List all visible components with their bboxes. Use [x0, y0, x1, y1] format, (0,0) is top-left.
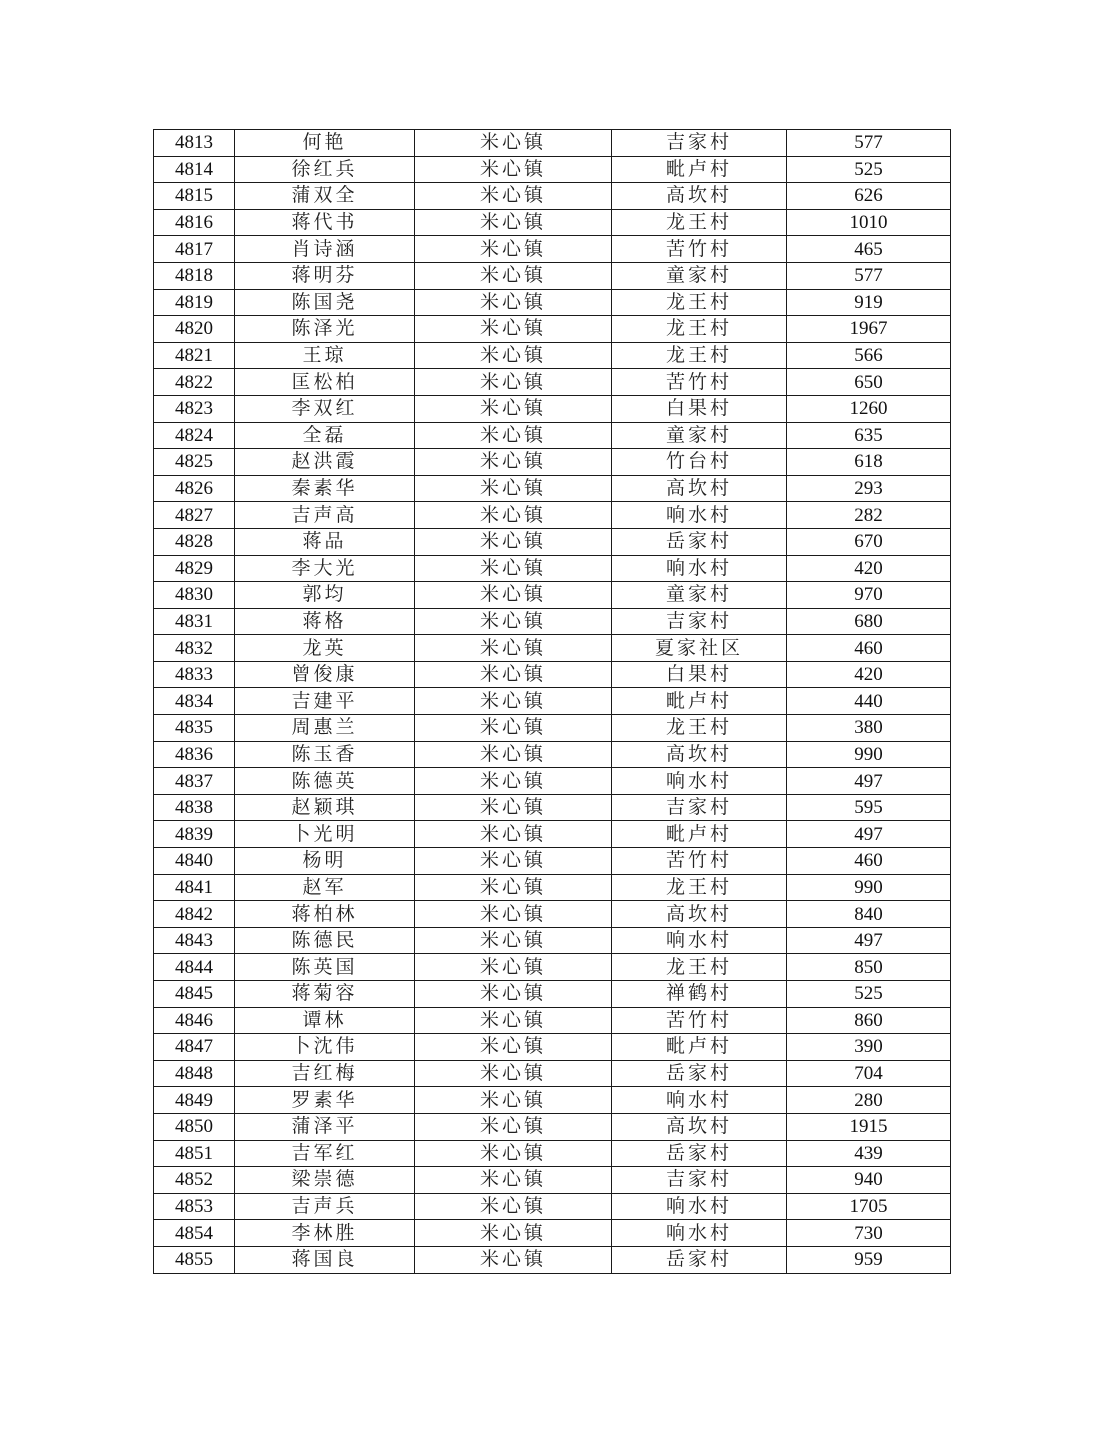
village-cell: 龙王村 [612, 954, 787, 981]
town-cell: 米心镇 [415, 1007, 612, 1034]
row-number-cell: 4831 [154, 608, 235, 635]
row-number-cell: 4837 [154, 768, 235, 795]
table-row [154, 1034, 951, 1061]
table-row [154, 183, 951, 210]
table-row [154, 608, 951, 635]
town-cell: 米心镇 [415, 1140, 612, 1167]
town-cell: 米心镇 [415, 927, 612, 954]
name-cell: 蒋国良 [235, 1246, 415, 1273]
village-cell: 毗卢村 [612, 156, 787, 183]
village-cell: 童家村 [612, 262, 787, 289]
table-row [154, 794, 951, 821]
table-row [154, 848, 951, 875]
town-cell: 米心镇 [415, 236, 612, 263]
village-cell: 夏家社区 [612, 635, 787, 662]
town-cell: 米心镇 [415, 1034, 612, 1061]
village-cell: 高坎村 [612, 741, 787, 768]
town-cell: 米心镇 [415, 688, 612, 715]
table-row [154, 369, 951, 396]
row-number-cell: 4815 [154, 183, 235, 210]
amount-cell: 465 [787, 236, 951, 263]
table-row [154, 661, 951, 688]
name-cell: 全磊 [235, 422, 415, 449]
town-cell: 米心镇 [415, 475, 612, 502]
village-cell: 苦竹村 [612, 848, 787, 875]
name-cell: 匡松柏 [235, 369, 415, 396]
name-cell: 李林胜 [235, 1220, 415, 1247]
amount-cell: 566 [787, 342, 951, 369]
amount-cell: 1010 [787, 209, 951, 236]
village-cell: 龙王村 [612, 342, 787, 369]
town-cell: 米心镇 [415, 635, 612, 662]
table-row [154, 1087, 951, 1114]
name-cell: 陈国尧 [235, 289, 415, 316]
amount-cell: 460 [787, 635, 951, 662]
table-row [154, 901, 951, 928]
village-cell: 竹台村 [612, 449, 787, 476]
amount-cell: 525 [787, 156, 951, 183]
amount-cell: 1705 [787, 1193, 951, 1220]
row-number-cell: 4834 [154, 688, 235, 715]
town-cell: 米心镇 [415, 608, 612, 635]
name-cell: 郭均 [235, 582, 415, 609]
amount-cell: 626 [787, 183, 951, 210]
amount-cell: 525 [787, 981, 951, 1008]
row-number-cell: 4836 [154, 741, 235, 768]
table-row [154, 289, 951, 316]
row-number-cell: 4828 [154, 528, 235, 555]
row-number-cell: 4854 [154, 1220, 235, 1247]
row-number-cell: 4813 [154, 130, 235, 157]
table-row [154, 954, 951, 981]
name-cell: 蒋品 [235, 528, 415, 555]
name-cell: 罗素华 [235, 1087, 415, 1114]
amount-cell: 990 [787, 874, 951, 901]
name-cell: 陈泽光 [235, 316, 415, 343]
village-cell: 响水村 [612, 927, 787, 954]
village-cell: 高坎村 [612, 1113, 787, 1140]
table-row [154, 635, 951, 662]
town-cell: 米心镇 [415, 130, 612, 157]
amount-cell: 380 [787, 715, 951, 742]
amount-cell: 860 [787, 1007, 951, 1034]
row-number-cell: 4855 [154, 1246, 235, 1273]
row-number-cell: 4852 [154, 1167, 235, 1194]
table-row [154, 1060, 951, 1087]
village-cell: 吉家村 [612, 130, 787, 157]
row-number-cell: 4849 [154, 1087, 235, 1114]
town-cell: 米心镇 [415, 1113, 612, 1140]
table-row [154, 1140, 951, 1167]
village-cell: 岳家村 [612, 1140, 787, 1167]
name-cell: 卜光明 [235, 821, 415, 848]
amount-cell: 1260 [787, 395, 951, 422]
name-cell: 蒋明芬 [235, 262, 415, 289]
name-cell: 李双红 [235, 395, 415, 422]
name-cell: 周惠兰 [235, 715, 415, 742]
table-row [154, 715, 951, 742]
town-cell: 米心镇 [415, 848, 612, 875]
amount-cell: 970 [787, 582, 951, 609]
village-cell: 岳家村 [612, 1246, 787, 1273]
table-row [154, 874, 951, 901]
town-cell: 米心镇 [415, 289, 612, 316]
name-cell: 吉声高 [235, 502, 415, 529]
row-number-cell: 4825 [154, 449, 235, 476]
table-row [154, 1167, 951, 1194]
row-number-cell: 4816 [154, 209, 235, 236]
town-cell: 米心镇 [415, 183, 612, 210]
town-cell: 米心镇 [415, 821, 612, 848]
town-cell: 米心镇 [415, 874, 612, 901]
amount-cell: 670 [787, 528, 951, 555]
amount-cell: 293 [787, 475, 951, 502]
village-cell: 龙王村 [612, 209, 787, 236]
amount-cell: 959 [787, 1246, 951, 1273]
amount-cell: 635 [787, 422, 951, 449]
row-number-cell: 4842 [154, 901, 235, 928]
village-cell: 禅鹤村 [612, 981, 787, 1008]
amount-cell: 420 [787, 555, 951, 582]
amount-cell: 1967 [787, 316, 951, 343]
row-number-cell: 4847 [154, 1034, 235, 1061]
row-number-cell: 4830 [154, 582, 235, 609]
name-cell: 陈德民 [235, 927, 415, 954]
row-number-cell: 4839 [154, 821, 235, 848]
town-cell: 米心镇 [415, 661, 612, 688]
table-row [154, 1113, 951, 1140]
town-cell: 米心镇 [415, 1060, 612, 1087]
village-cell: 响水村 [612, 1087, 787, 1114]
roster-table [153, 129, 951, 1274]
village-cell: 岳家村 [612, 1060, 787, 1087]
amount-cell: 280 [787, 1087, 951, 1114]
table-row [154, 262, 951, 289]
amount-cell: 704 [787, 1060, 951, 1087]
name-cell: 谭林 [235, 1007, 415, 1034]
name-cell: 陈玉香 [235, 741, 415, 768]
name-cell: 吉红梅 [235, 1060, 415, 1087]
name-cell: 赵军 [235, 874, 415, 901]
village-cell: 响水村 [612, 502, 787, 529]
town-cell: 米心镇 [415, 1220, 612, 1247]
village-cell: 高坎村 [612, 475, 787, 502]
village-cell: 响水村 [612, 1193, 787, 1220]
town-cell: 米心镇 [415, 715, 612, 742]
row-number-cell: 4819 [154, 289, 235, 316]
town-cell: 米心镇 [415, 1246, 612, 1273]
town-cell: 米心镇 [415, 316, 612, 343]
name-cell: 蒋格 [235, 608, 415, 635]
town-cell: 米心镇 [415, 342, 612, 369]
table-row [154, 927, 951, 954]
table-row [154, 981, 951, 1008]
row-number-cell: 4848 [154, 1060, 235, 1087]
table-row [154, 502, 951, 529]
row-number-cell: 4824 [154, 422, 235, 449]
village-cell: 龙王村 [612, 289, 787, 316]
table-row [154, 209, 951, 236]
name-cell: 吉建平 [235, 688, 415, 715]
table-row [154, 528, 951, 555]
amount-cell: 650 [787, 369, 951, 396]
table-row [154, 741, 951, 768]
village-cell: 高坎村 [612, 183, 787, 210]
amount-cell: 940 [787, 1167, 951, 1194]
village-cell: 高坎村 [612, 901, 787, 928]
village-cell: 白果村 [612, 661, 787, 688]
amount-cell: 497 [787, 821, 951, 848]
village-cell: 白果村 [612, 395, 787, 422]
row-number-cell: 4850 [154, 1113, 235, 1140]
table-row [154, 236, 951, 263]
table-row [154, 156, 951, 183]
roster-table-body [154, 130, 951, 1274]
row-number-cell: 4821 [154, 342, 235, 369]
town-cell: 米心镇 [415, 954, 612, 981]
town-cell: 米心镇 [415, 528, 612, 555]
village-cell: 龙王村 [612, 316, 787, 343]
name-cell: 赵颖琪 [235, 794, 415, 821]
amount-cell: 680 [787, 608, 951, 635]
town-cell: 米心镇 [415, 422, 612, 449]
name-cell: 梁崇德 [235, 1167, 415, 1194]
village-cell: 响水村 [612, 1220, 787, 1247]
village-cell: 龙王村 [612, 874, 787, 901]
amount-cell: 282 [787, 502, 951, 529]
row-number-cell: 4835 [154, 715, 235, 742]
town-cell: 米心镇 [415, 901, 612, 928]
row-number-cell: 4827 [154, 502, 235, 529]
amount-cell: 919 [787, 289, 951, 316]
town-cell: 米心镇 [415, 1167, 612, 1194]
amount-cell: 840 [787, 901, 951, 928]
table-row [154, 555, 951, 582]
name-cell: 蒋柏林 [235, 901, 415, 928]
village-cell: 吉家村 [612, 794, 787, 821]
town-cell: 米心镇 [415, 156, 612, 183]
row-number-cell: 4833 [154, 661, 235, 688]
town-cell: 米心镇 [415, 262, 612, 289]
amount-cell: 990 [787, 741, 951, 768]
amount-cell: 420 [787, 661, 951, 688]
amount-cell: 618 [787, 449, 951, 476]
town-cell: 米心镇 [415, 1193, 612, 1220]
village-cell: 苦竹村 [612, 369, 787, 396]
row-number-cell: 4838 [154, 794, 235, 821]
amount-cell: 460 [787, 848, 951, 875]
row-number-cell: 4823 [154, 395, 235, 422]
row-number-cell: 4840 [154, 848, 235, 875]
village-cell: 毗卢村 [612, 821, 787, 848]
town-cell: 米心镇 [415, 768, 612, 795]
table-row [154, 1220, 951, 1247]
name-cell: 蒋菊容 [235, 981, 415, 1008]
table-row [154, 688, 951, 715]
name-cell: 何艳 [235, 130, 415, 157]
table-row [154, 1193, 951, 1220]
table-row [154, 316, 951, 343]
name-cell: 蒋代书 [235, 209, 415, 236]
name-cell: 李大光 [235, 555, 415, 582]
village-cell: 响水村 [612, 555, 787, 582]
row-number-cell: 4822 [154, 369, 235, 396]
town-cell: 米心镇 [415, 794, 612, 821]
row-number-cell: 4841 [154, 874, 235, 901]
table-row [154, 395, 951, 422]
table-row [154, 422, 951, 449]
town-cell: 米心镇 [415, 369, 612, 396]
town-cell: 米心镇 [415, 981, 612, 1008]
name-cell: 蒲泽平 [235, 1113, 415, 1140]
row-number-cell: 4820 [154, 316, 235, 343]
table-row [154, 449, 951, 476]
table-row [154, 1246, 951, 1273]
amount-cell: 577 [787, 130, 951, 157]
village-cell: 毗卢村 [612, 1034, 787, 1061]
row-number-cell: 4829 [154, 555, 235, 582]
village-cell: 毗卢村 [612, 688, 787, 715]
amount-cell: 390 [787, 1034, 951, 1061]
table-row [154, 130, 951, 157]
amount-cell: 577 [787, 262, 951, 289]
village-cell: 响水村 [612, 768, 787, 795]
amount-cell: 595 [787, 794, 951, 821]
row-number-cell: 4818 [154, 262, 235, 289]
village-cell: 吉家村 [612, 608, 787, 635]
name-cell: 卜沈伟 [235, 1034, 415, 1061]
amount-cell: 1915 [787, 1113, 951, 1140]
town-cell: 米心镇 [415, 555, 612, 582]
table-row [154, 1007, 951, 1034]
row-number-cell: 4832 [154, 635, 235, 662]
town-cell: 米心镇 [415, 1087, 612, 1114]
village-cell: 吉家村 [612, 1167, 787, 1194]
town-cell: 米心镇 [415, 209, 612, 236]
village-cell: 龙王村 [612, 715, 787, 742]
amount-cell: 497 [787, 768, 951, 795]
table-row [154, 342, 951, 369]
town-cell: 米心镇 [415, 449, 612, 476]
name-cell: 吉声兵 [235, 1193, 415, 1220]
amount-cell: 439 [787, 1140, 951, 1167]
amount-cell: 850 [787, 954, 951, 981]
village-cell: 童家村 [612, 582, 787, 609]
amount-cell: 440 [787, 688, 951, 715]
name-cell: 曾俊康 [235, 661, 415, 688]
row-number-cell: 4817 [154, 236, 235, 263]
town-cell: 米心镇 [415, 395, 612, 422]
name-cell: 龙英 [235, 635, 415, 662]
row-number-cell: 4845 [154, 981, 235, 1008]
name-cell: 蒲双全 [235, 183, 415, 210]
name-cell: 杨明 [235, 848, 415, 875]
name-cell: 肖诗涵 [235, 236, 415, 263]
name-cell: 徐红兵 [235, 156, 415, 183]
table-row [154, 582, 951, 609]
name-cell: 吉军红 [235, 1140, 415, 1167]
row-number-cell: 4844 [154, 954, 235, 981]
village-cell: 苦竹村 [612, 236, 787, 263]
row-number-cell: 4851 [154, 1140, 235, 1167]
row-number-cell: 4853 [154, 1193, 235, 1220]
name-cell: 秦素华 [235, 475, 415, 502]
village-cell: 苦竹村 [612, 1007, 787, 1034]
amount-cell: 730 [787, 1220, 951, 1247]
amount-cell: 497 [787, 927, 951, 954]
table-row [154, 475, 951, 502]
name-cell: 王琼 [235, 342, 415, 369]
row-number-cell: 4846 [154, 1007, 235, 1034]
village-cell: 岳家村 [612, 528, 787, 555]
table-row [154, 821, 951, 848]
name-cell: 陈英国 [235, 954, 415, 981]
town-cell: 米心镇 [415, 582, 612, 609]
name-cell: 赵洪霞 [235, 449, 415, 476]
town-cell: 米心镇 [415, 502, 612, 529]
row-number-cell: 4843 [154, 927, 235, 954]
village-cell: 童家村 [612, 422, 787, 449]
row-number-cell: 4826 [154, 475, 235, 502]
table-row [154, 768, 951, 795]
row-number-cell: 4814 [154, 156, 235, 183]
name-cell: 陈德英 [235, 768, 415, 795]
town-cell: 米心镇 [415, 741, 612, 768]
